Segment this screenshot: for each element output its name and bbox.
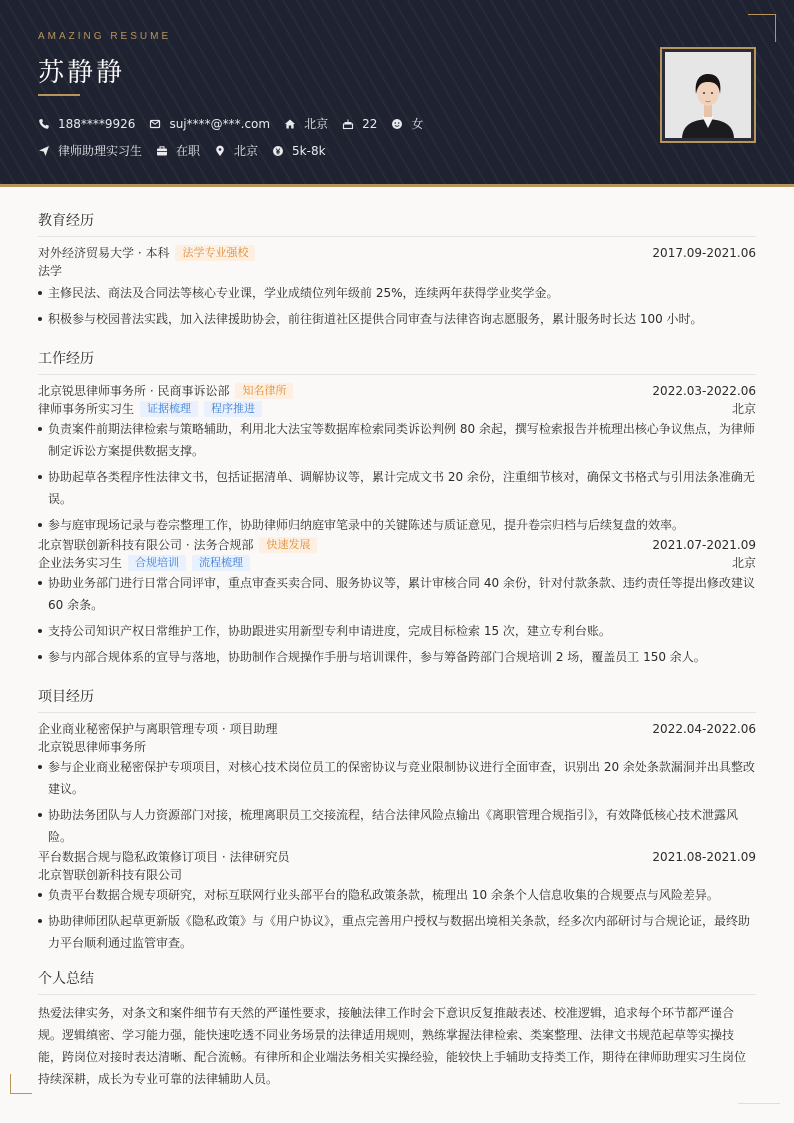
mail-icon — [149, 118, 161, 130]
project-entry — [38, 848, 756, 954]
position-text: 律师助理实习生 — [58, 144, 143, 158]
send-icon — [38, 145, 50, 157]
footer-line — [738, 1103, 780, 1104]
project-date: 2022.04-2022.06 — [652, 722, 756, 736]
list-item: 负责案件前期法律检索与策略辅助，利用北大法宝等数据库检索同类诉讼判例 80 余起，撰写检索报告并梳理出核心争议焦点，为律师制定诉讼方案提供数据支撑。 — [38, 418, 756, 462]
intent-salary — [272, 144, 326, 158]
status-text: 在职 — [176, 144, 201, 158]
major-name: 法学 — [38, 264, 63, 278]
list-item: 参与庭审现场记录与卷宗整理工作，协助律师归纳庭审笔录中的关键陈述与质证意见，提升卷宗归档与后续复盘的效率。 — [38, 514, 756, 536]
location-icon — [214, 145, 226, 157]
project-org: 北京智联创新科技有限公司 — [38, 868, 183, 882]
list-item: 主修民法、商法及合同法等核心专业课，学业成绩位列年级前 25%，连续两年获得学业奖学金。 — [38, 282, 756, 304]
education-section — [38, 210, 756, 330]
cake-icon — [342, 118, 354, 130]
company-name: 北京智联创新科技有限公司 · 法务合规部 — [38, 538, 254, 552]
work-city: 北京 — [731, 402, 756, 416]
intent-status — [156, 142, 200, 159]
education-entry — [38, 244, 756, 330]
project-section — [38, 686, 756, 954]
section-title-work: 工作经历 — [38, 348, 756, 375]
name-underline — [38, 94, 80, 96]
gender-text: 女 — [411, 117, 424, 131]
job-role: 律师事务所实习生 — [38, 402, 135, 416]
contact-row — [38, 115, 437, 132]
project-name: 企业商业秘密保护与离职管理专项 · 项目助理 — [38, 722, 278, 736]
profile-photo-frame — [660, 47, 756, 143]
company-tag: 快速发展 — [259, 537, 317, 553]
email-text: suj****@***.com — [169, 116, 271, 131]
work-city: 北京 — [731, 556, 756, 570]
city-text: 北京 — [234, 144, 259, 158]
job-role: 企业法务实习生 — [38, 556, 123, 570]
contact-phone — [38, 117, 135, 131]
section-title-projects: 项目经历 — [38, 686, 756, 713]
project-entry — [38, 720, 756, 848]
job-intent-row — [38, 142, 340, 159]
hometown-text: 北京 — [304, 117, 329, 131]
skill-tag: 证据梳理 — [140, 401, 198, 417]
company-tag: 知名律所 — [235, 383, 293, 399]
project-name: 平台数据合规与隐私政策修订项目 · 法律研究员 — [38, 850, 290, 864]
summary-text: 热爱法律实务，对条文和案件细节有天然的严谨性要求，接触法律工作时会下意识反复推敲表述、校准逻辑，追求每个环节都严谨合规。逻辑缜密、学习能力强，能快速吃透不同业务场景的法律适用规则，熟练掌握法律检索、类案整理、法律文书规范起草等实操技能，跨岗位对接时表达清晰、配合流畅。有律所和企业端法务相关实操经验，能较快上手辅助支持类工作，期待在律师助理实习生岗位持续深耕，成长为专业可靠的法律辅助人员。 — [38, 1006, 747, 1086]
home-icon — [284, 118, 296, 130]
list-item: 负责平台数据合规专项研究，对标互联网行业头部平台的隐私政策条款，梳理出 10 余条个人信息收集的合规要点与风险差异。 — [38, 884, 756, 906]
skill-tag: 流程梳理 — [192, 555, 250, 571]
project-org: 北京锐思律师事务所 — [38, 740, 147, 754]
summary-section — [38, 968, 756, 1090]
list-item: 支持公司知识产权日常维护工作，协助跟进实用新型专利申请进度，完成目标检索 15 次，建立专利台账。 — [38, 620, 756, 642]
education-date: 2017.09-2021.06 — [652, 246, 756, 260]
contact-age — [342, 117, 377, 131]
list-item: 协助律师团队起草更新版《隐私政策》与《用户协议》，重点完善用户授权与数据出境相关条款，经多次内部研讨与合规论证，最终助力平台顺利通过监管审查。 — [38, 910, 756, 954]
resume-body — [38, 210, 756, 1090]
resume-header — [0, 0, 794, 187]
phone-text: 188****9926 — [58, 116, 136, 131]
section-title-education: 教育经历 — [38, 210, 756, 237]
salary-icon — [272, 145, 284, 157]
list-item: 协助业务部门进行日常合同评审，重点审查买卖合同、服务协议等，累计审核合同 40 余份，针对付款条款、违约责任等提出修改建议 60 余条。 — [38, 572, 756, 616]
contact-email — [149, 117, 270, 131]
candidate-name: 苏静静 — [38, 58, 126, 88]
company-name: 北京锐思律师事务所 · 民商事诉讼部 — [38, 384, 230, 398]
corner-decoration — [10, 1074, 32, 1094]
corner-decoration — [748, 14, 776, 42]
list-item: 协助法务团队与人力资源部门对接，梳理离职员工交接流程，结合法律风险点输出《离职管理合规指引》，有效降低核心技术泄露风险。 — [38, 804, 756, 848]
list-item: 参与内部合规体系的宣导与落地，协助制作合规操作手册与培训课件，参与筹备跨部门合规培训 2 场，覆盖员工 150 余人。 — [38, 646, 756, 668]
school-tag: 法学专业强校 — [175, 245, 255, 261]
list-item: 积极参与校园普法实践，加入法律援助协会，前往街道社区提供合同审查与法律咨询志愿服务，累计服务时长达 100 小时。 — [38, 308, 756, 330]
work-entry — [38, 536, 756, 668]
intent-position — [38, 142, 142, 159]
contact-gender — [391, 115, 423, 132]
age-text: 22 — [362, 116, 378, 131]
list-item: 参与企业商业秘密保护专项项目，对核心技术岗位员工的保密协议与竞业限制协议进行全面审查，识别出 20 余处条款漏洞并出具整改建议。 — [38, 756, 756, 800]
work-date: 2021.07-2021.09 — [652, 538, 756, 552]
school-name: 对外经济贸易大学 · 本科 — [38, 246, 170, 260]
work-date: 2022.03-2022.06 — [652, 384, 756, 398]
profile-photo — [665, 52, 751, 138]
gender-icon — [391, 118, 403, 130]
skill-tag: 程序推进 — [204, 401, 262, 417]
work-entry — [38, 382, 756, 536]
intent-city — [214, 142, 258, 159]
section-title-summary: 个人总结 — [38, 968, 756, 995]
briefcase-icon — [156, 145, 168, 157]
project-date: 2021.08-2021.09 — [652, 850, 756, 864]
contact-home — [284, 115, 328, 132]
brand-label: AMAZING RESUME — [38, 31, 172, 42]
phone-icon — [38, 118, 50, 130]
salary-text: 5k-8k — [292, 143, 326, 158]
work-section — [38, 348, 756, 668]
list-item: 协助起草各类程序性法律文书，包括证据清单、调解协议等，累计完成文书 20 余份，注重细节核对，确保文书格式与引用法条准确无误。 — [38, 466, 756, 510]
skill-tag: 合规培训 — [128, 555, 186, 571]
